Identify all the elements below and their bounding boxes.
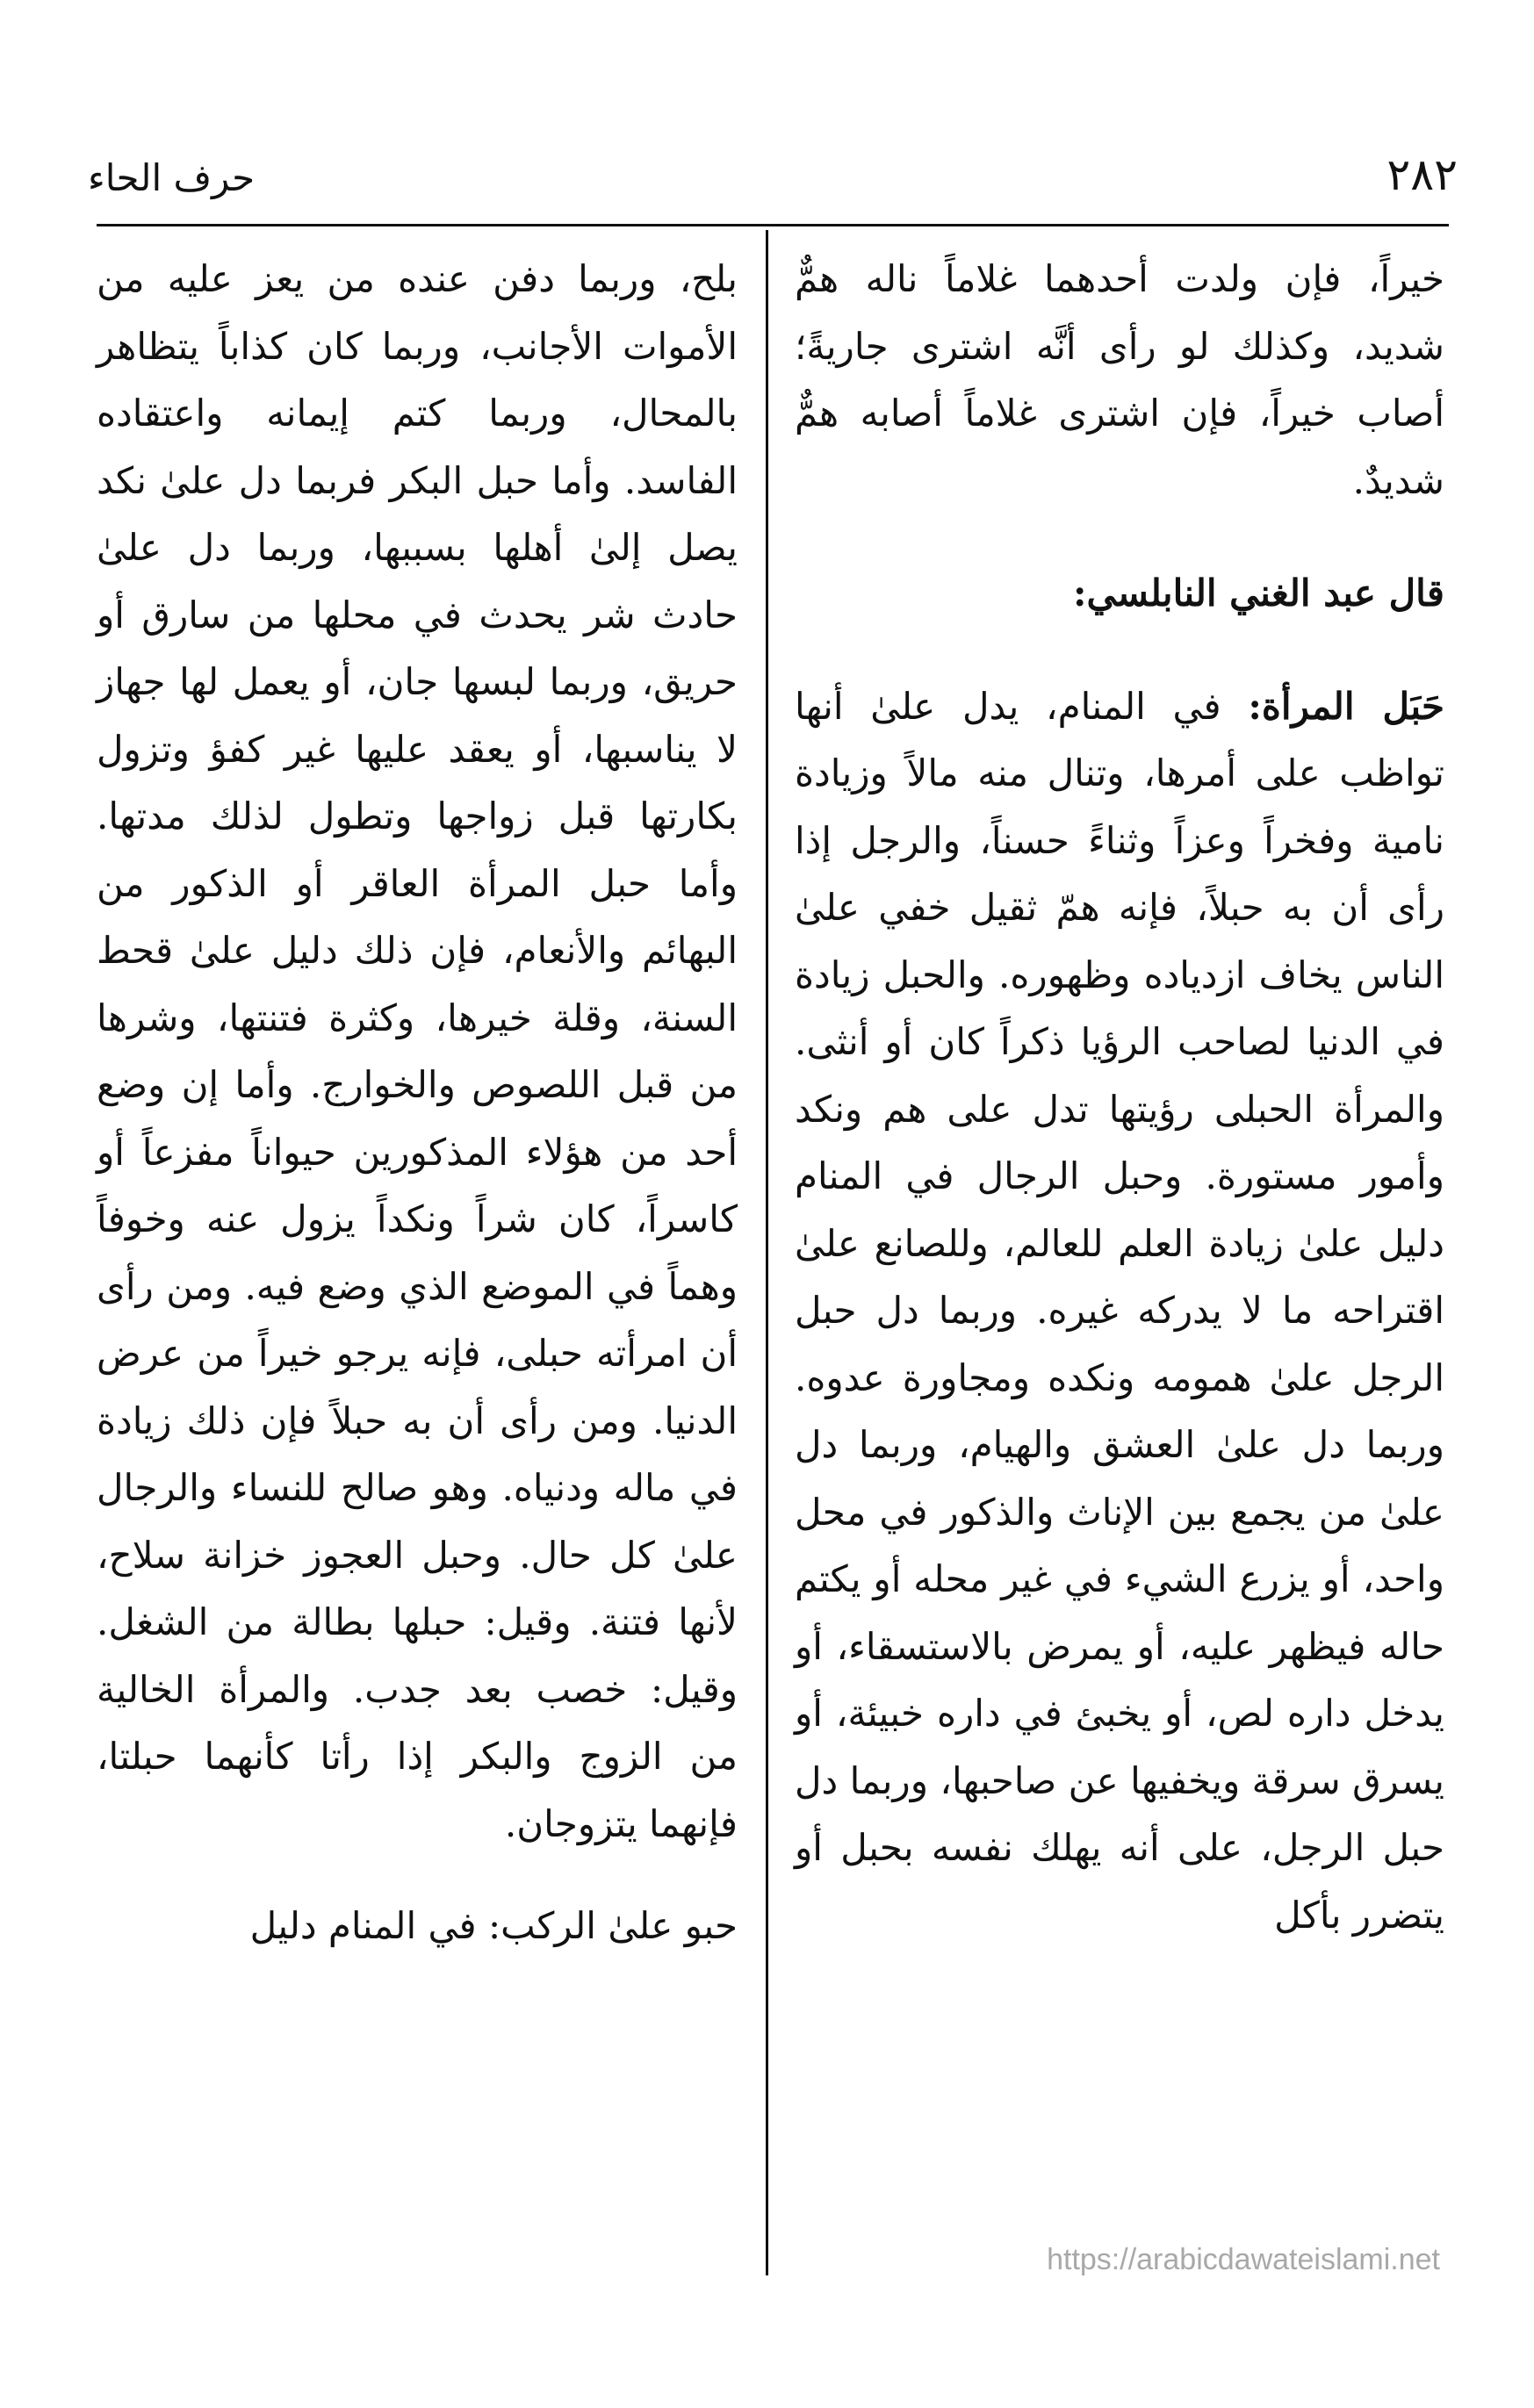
header-rule [97,224,1449,226]
entry-crawling-body: في المنام دليل [249,1904,477,1947]
entry-crawling [97,1893,738,1960]
entry-spacer [97,1858,738,1893]
right-column [795,246,1444,1949]
entry-crawling-title: حبو علىٰ الركب: [487,1904,738,1947]
page-number: ٢٨٢ [1386,149,1458,200]
entry-pregnancy [795,673,1444,1950]
column-divider [766,230,768,2275]
section-title: حرف الحاء [88,156,256,199]
watermark-url: https://arabicdawateislami.net [1047,2243,1440,2276]
entry-pregnancy-title: حَبَل المرأة: [1248,684,1444,728]
entry-pregnancy-body: في المنام، يدل علىٰ أنها تواظب على أمرها، وتنال منه مالاً وزيادة نامية وفخراً وعزاً وثناءً حسناً، والرجل إذا رأى أن به حبلاً، فإنه همّ ثقيل خفي علىٰ الناس يخاف ازدياده وظهوره. والحبل زيادة في الدنيا لصاحب الرؤيا ذكراً كان أو أنثى. والمرأة الحبلى رؤيتها تدل على هم ونكد وأمور مستورة. وحبل الرجال في المنام دليل علىٰ زيادة العلم للعالم، وللصانع علىٰ اقتراحه ما لا يدركه غيره. وربما دل حبل الرجل علىٰ همومه ونكده ومجاورة عدوه. وربما دل علىٰ العشق والهيام، وربما دل علىٰ من يجمع بين الإناث والذكور في محل واحد، أو يزرع الشيء في غير محله أو يكتم حاله فيظهر عليه، أو يمرض بالاستسقاء، أو يدخل داره لص، أو يخبئ في داره خبيئة، أو يسرق سرقة ويخفيها عن صاحبها، وربما دل حبل الرجل، على أنه يهلك نفسه بحبل أو يتضرر بأكل [795,684,1444,1937]
source-heading: قال عبد الغني النابلسي: [1073,571,1444,615]
left-column [97,246,738,1960]
right-paragraph-1: خيراً، فإن ولدت أحدهما غلاماً ناله همٌّ شديد، وكذلك لو رأى أنَّه اشترى جاريةً؛ أصاب خيراً، فإن اشترى غلاماً أصابه همٌّ شديدٌ. [795,257,1444,502]
left-paragraph-1: بلح، وربما دفن عنده من يعز عليه من الأموات الأجانب، وربما كان كذاباً يتظاهر بالمحال، وربما كتم إيمانه واعتقاده الفاسد. وأما حبل البكر فربما دل علىٰ نكد يصل إلىٰ أهلها بسببها، وربما دل علىٰ حادث شر يحدث في محلها من سارق أو حريق، وربما لبسها جان، أو يعمل لها جهاز لا يناسبها، أو يعقد عليها غير كفؤ وتزول بكارتها قبل زواجها وتطول لذلك مدتها. وأما حبل المرأة العاقر أو الذكور من البهائم والأنعام، فإن ذلك دليل علىٰ قحط السنة، وقلة خيرها، وكثرة فتنتها، وشرها من قبل اللصوص والخوارج. وأما إن وضع أحد من هؤلاء المذكورين حيواناً مفزعاً أو كاسراً، كان شراً ونكداً يزول عنه وخوفاً وهماً في الموضع الذي وضع فيه. ومن رأى أن امرأته حبلى، فإنه يرجو خيراً من عرض الدنيا. ومن رأى أن به حبلاً فإن ذلك زيادة في ماله ودنياه. وهو صالح للنساء والرجال علىٰ كل حال. وحبل العجوز خزانة سلاح، لأنها فتنة. وقيل: حبلها بطالة من الشغل. وقيل: خصب بعد جدب. والمرأة الخالية من الزوج والبكر إذا رأتا كأنهما حبلتا، فإنهما يتزوجان. [97,257,738,1845]
